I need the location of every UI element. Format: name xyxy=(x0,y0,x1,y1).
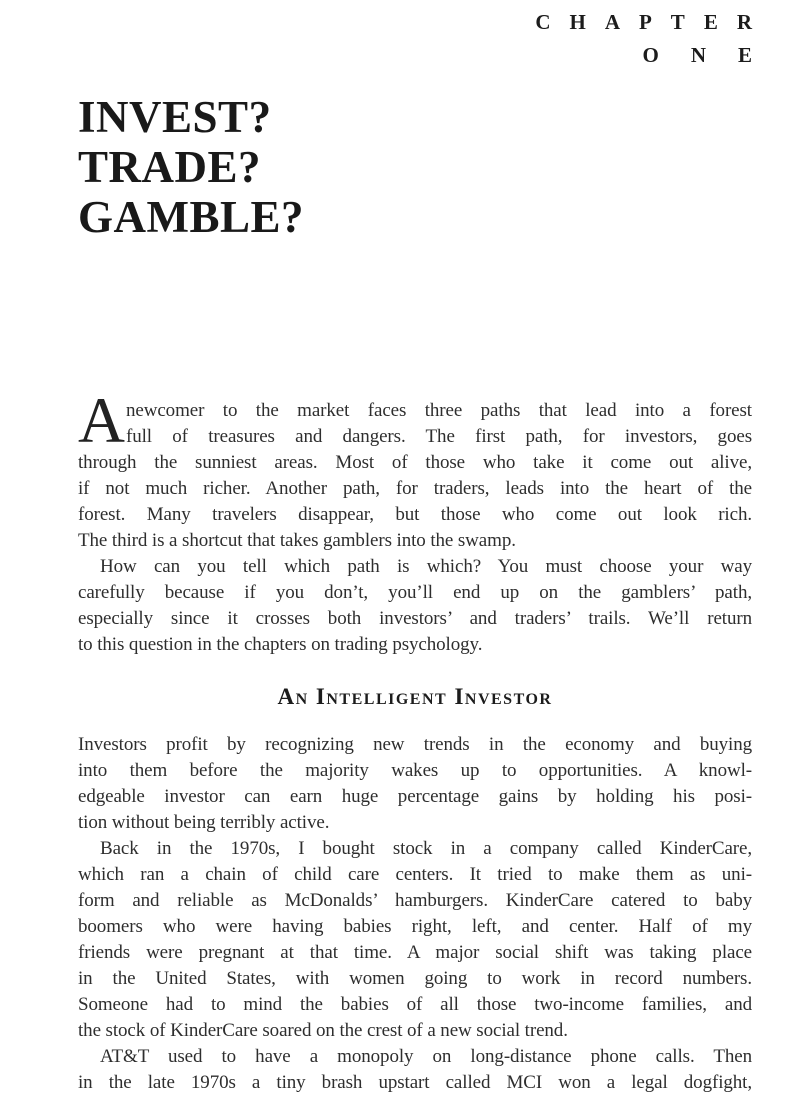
page-title xyxy=(78,92,752,242)
text-line: AT&T used to have a monopoly on long-distance phone calls. Then xyxy=(100,1046,752,1067)
title-line-2: TRADE? xyxy=(78,142,262,192)
text-line: full of treasures and dangers. The first path, for investors, goes xyxy=(126,426,752,447)
chapter-label: CHAPTER xyxy=(535,10,771,34)
text-line: in the late 1970s a tiny brash upstart called MCI won a legal dogfight, xyxy=(78,1072,752,1093)
section-heading: An Intelligent Investor xyxy=(277,684,553,709)
text-line: carefully because if you don’t, you’ll end up on the gamblers’ path, xyxy=(78,582,752,603)
drop-cap: A xyxy=(78,385,125,457)
text-line: newcomer to the market faces three paths that lead into a forest xyxy=(126,400,752,421)
text-line: How can you tell which path is which? You must choose your way xyxy=(100,556,752,577)
text-line: through the sunniest areas. Most of those who take it come out alive, xyxy=(78,452,752,473)
text-line: The third is a shortcut that takes gamblers into the swamp. xyxy=(78,530,516,551)
paragraph xyxy=(78,554,752,658)
text-line: the stock of KinderCare soared on the crest of a new social trend. xyxy=(78,1020,568,1041)
text-line: Back in the 1970s, I bought stock in a company called KinderCare, xyxy=(100,838,752,859)
title-line-1: INVEST? xyxy=(78,92,272,142)
text-line: edgeable investor can earn huge percentage gains by holding his posi- xyxy=(78,786,752,807)
text-line: forest. Many travelers disappear, but those who come out look rich. xyxy=(78,504,752,525)
chapter-header xyxy=(78,6,784,72)
text-line: especially since it crosses both investors’ and traders’ trails. We’ll return xyxy=(78,608,752,629)
text-line: tion without being terribly active. xyxy=(78,812,330,833)
text-line: Someone had to mind the babies of all those two-income families, and xyxy=(78,994,752,1015)
paragraph xyxy=(78,385,752,554)
text-line: which ran a chain of child care centers. It tried to make them as uni- xyxy=(78,864,752,885)
text-line: Investors profit by recognizing new trends in the economy and buying xyxy=(78,734,752,755)
title-line-3: GAMBLE? xyxy=(78,192,305,242)
text-line: boomers who were having babies right, left, and center. Half of my xyxy=(78,916,752,937)
text-line: in the United States, with women going to work in record numbers. xyxy=(78,968,752,989)
text-line: form and reliable as McDonalds’ hamburgers. KinderCare catered to baby xyxy=(78,890,752,911)
text-line: if not much richer. Another path, for traders, leads into the heart of the xyxy=(78,478,752,499)
paragraph xyxy=(78,1044,752,1096)
article-body xyxy=(78,385,752,1096)
text-line: to this question in the chapters on trading psychology. xyxy=(78,634,483,655)
text-line: friends were pregnant at that time. A major social shift was taking place xyxy=(78,942,752,963)
paragraph xyxy=(78,836,752,1044)
chapter-number: ONE xyxy=(642,43,784,67)
paragraph xyxy=(78,732,752,836)
text-line: into them before the majority wakes up to opportunities. A knowl- xyxy=(78,760,752,781)
